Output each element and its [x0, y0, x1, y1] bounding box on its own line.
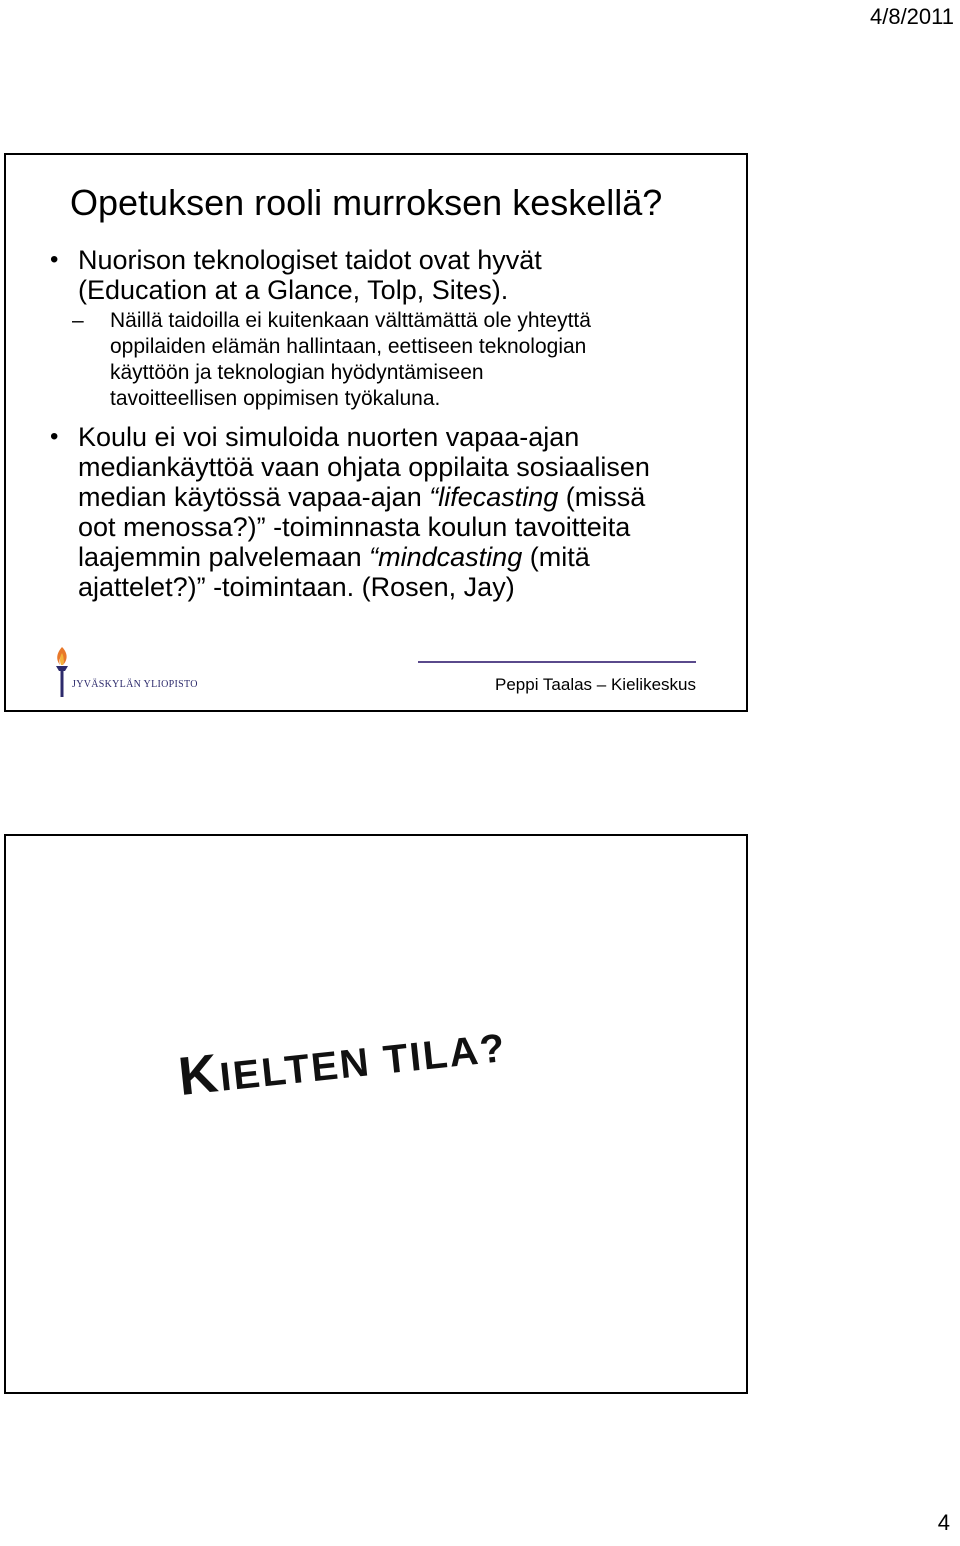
- sub-bullet-text-line: Näillä taidoilla ei kuitenkaan välttämättä ole yhteyttä: [110, 309, 591, 332]
- bullet-item: [6, 422, 750, 602]
- sub-bullet-text-line: oppilaiden elämän hallintaan, eettiseen teknologian: [110, 335, 587, 358]
- slide-title: Opetuksen rooli murroksen keskellä?: [70, 182, 663, 223]
- torch-icon: [50, 645, 74, 701]
- slide-1: [4, 153, 748, 712]
- university-logo: [50, 645, 198, 701]
- slide-title: KIELTEN TILA?: [175, 1025, 509, 1108]
- bullet-list: [6, 245, 750, 602]
- sub-bullet-text-line: käyttöön ja teknologian hyödyntämiseen: [110, 361, 484, 384]
- bullet-text-line: (Education at a Glance, Tolp, Sites).: [78, 275, 509, 305]
- slide-footer: Peppi Taalas – Kielikeskus: [495, 675, 696, 694]
- date-header: 4/8/2011: [869, 4, 954, 29]
- bullet-text-line: Koulu ei voi simuloida nuorten vapaa-ajan: [78, 422, 580, 452]
- footer-divider: [418, 661, 696, 663]
- bullet-text-line: oot menossa?)” -toiminnasta koulun tavoitteita: [78, 512, 631, 542]
- bullet-text-line: mediankäyttöä vaan ohjata oppilaita sosiaalisen: [78, 452, 650, 482]
- bullet-item: [6, 245, 750, 305]
- mindcasting-term: “mindcasting: [369, 542, 523, 572]
- bullet-text-line: Nuorison teknologiset taidot ovat hyvät: [78, 245, 542, 275]
- slide-2: [4, 834, 748, 1394]
- page-number: 4: [937, 1510, 950, 1535]
- dash-icon: –: [72, 309, 84, 332]
- bullet-text-line: ajattelet?)” -toimintaan. (Rosen, Jay): [78, 572, 515, 602]
- bullet-text-line: median käytössä vapaa-ajan “lifecasting (missä: [78, 482, 646, 512]
- lifecasting-term: “lifecasting: [429, 482, 559, 512]
- sub-bullet-item: [6, 308, 750, 412]
- bullet-text-line: laajemmin palvelemaan “mindcasting (mitä: [78, 542, 590, 572]
- bullet-icon: •: [50, 423, 59, 450]
- bullet-icon: •: [50, 246, 59, 273]
- sub-bullet-text-line: tavoitteellisen oppimisen työkaluna.: [110, 387, 441, 410]
- logo-text: JYVÄSKYLÄN YLIOPISTO: [72, 679, 198, 690]
